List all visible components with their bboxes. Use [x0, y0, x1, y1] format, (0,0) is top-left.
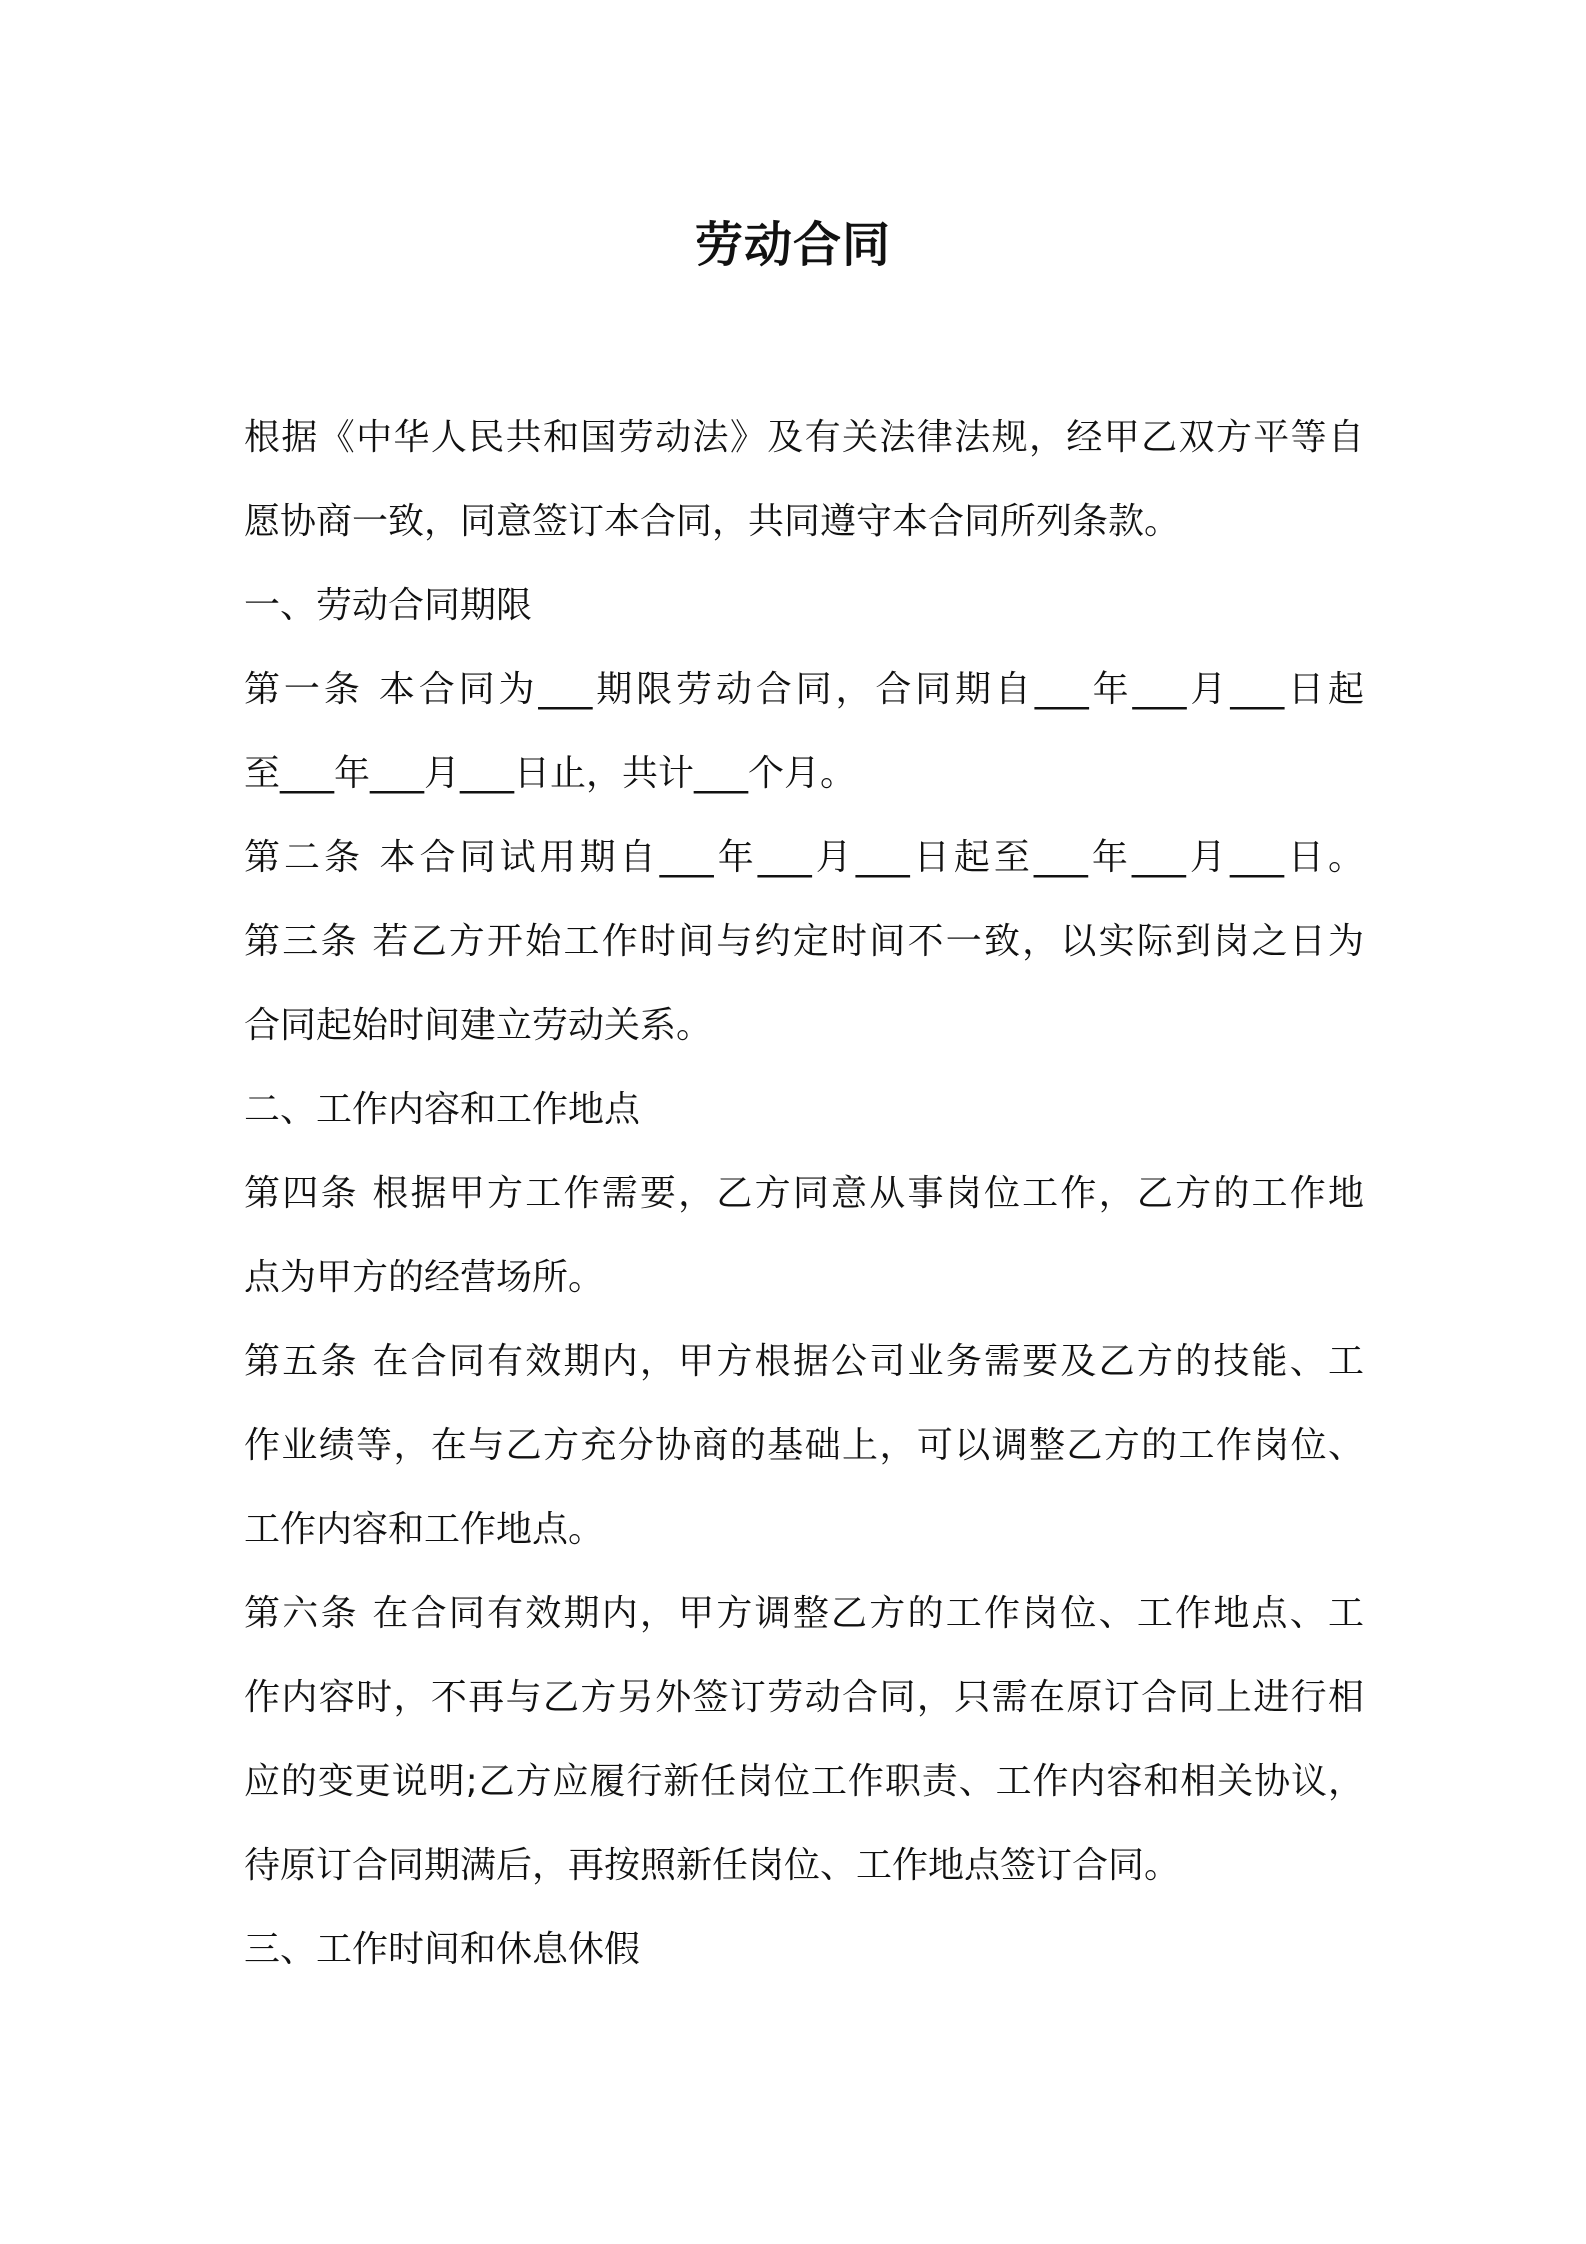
document-body — [244, 396, 1364, 1992]
article-6-line-4: 待原订合同期满后，再按照新任岗位、工作地点签订合同。 — [244, 1845, 1181, 1886]
article-1-line-2: 至___年___月___日止，共计___个月。 — [244, 753, 857, 794]
article-6-line-2: 作内容时，不再与乙方另外签订劳动合同，只需在原订合同上进行相 — [244, 1677, 1364, 1718]
article-5-line-2: 作业绩等，在与乙方充分协商的基础上，可以调整乙方的工作岗位、 — [244, 1425, 1364, 1466]
article-3-line-1: 第三条 若乙方开始工作时间与约定时间不一致，以实际到岗之日为 — [244, 921, 1364, 962]
section-heading-3: 三、工作时间和休息休假 — [244, 1929, 641, 1970]
section-heading-2: 二、工作内容和工作地点 — [244, 1089, 641, 1130]
article-2-line-1: 第二条 本合同试用期自___年___月___日起至___年___月___日。 — [244, 837, 1364, 878]
article-6-line-3: 应的变更说明;乙方应履行新任岗位工作职责、工作内容和相关协议， — [244, 1761, 1364, 1802]
intro-line-1: 根据《中华人民共和国劳动法》及有关法律法规，经甲乙双方平等自 — [244, 417, 1364, 458]
document-title: 劳动合同 — [694, 217, 891, 273]
intro-line-2: 愿协商一致，同意签订本合同，共同遵守本合同所列条款。 — [244, 501, 1181, 542]
article-3-line-2: 合同起始时间建立劳动关系。 — [244, 1005, 713, 1046]
article-6-line-1: 第六条 在合同有效期内，甲方调整乙方的工作岗位、工作地点、工 — [244, 1593, 1364, 1634]
article-5-line-3: 工作内容和工作地点。 — [244, 1509, 605, 1550]
article-5-line-1: 第五条 在合同有效期内，甲方根据公司业务需要及乙方的技能、工 — [244, 1341, 1364, 1382]
section-heading-1: 一、劳动合同期限 — [244, 585, 533, 626]
article-4-line-2: 点为甲方的经营场所。 — [244, 1257, 605, 1298]
article-1-line-1: 第一条 本合同为___期限劳动合同，合同期自___年___月___日起 — [244, 669, 1364, 710]
article-4-line-1: 第四条 根据甲方工作需要，乙方同意从事岗位工作，乙方的工作地 — [244, 1173, 1364, 1214]
